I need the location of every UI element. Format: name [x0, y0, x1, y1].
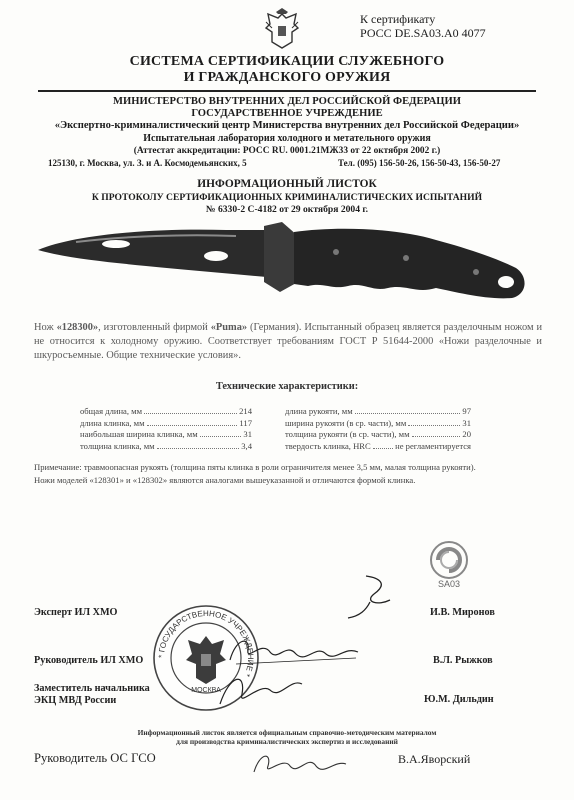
deputy-role-line2: ЭКЦ МВД России	[34, 695, 117, 706]
spec-row	[80, 429, 252, 441]
lab-name: Испытательная лаборатория холодного и метательного оружия	[143, 133, 431, 144]
knife-model: «128300»	[56, 322, 99, 333]
ministry-line1: МИНИСТЕРСТВО ВНУТРЕННИХ ДЕЛ РОССИЙСКОЙ ФЕДЕРАЦИИ	[113, 96, 461, 107]
accreditation-attestat: (Аттестат аккредитации: РОСС RU. 0001.21МЖ33 от 22 октября 2002 г.)	[133, 146, 441, 156]
title-divider	[38, 90, 536, 92]
spec-value: 31	[243, 429, 252, 440]
note-line1: Примечание: травмоопасная рукоять (толщина пяты клинка в роли ограничителя менее 3,5 мм, малая толщина рукояти).	[34, 462, 476, 472]
system-title	[0, 54, 574, 86]
address: 125130, г. Москва, ул. З. и А. Космодемьянских, 5	[48, 158, 247, 168]
spec-label: толщина рукояти (в ср. части), мм	[285, 429, 410, 440]
spec-row	[285, 441, 471, 453]
system-title-line1: СИСТЕМА СЕРТИФИКАЦИИ СЛУЖЕБНОГО	[129, 54, 445, 69]
spec-label: ширина рукояти (в ср. части), мм	[285, 417, 407, 428]
lab-head-role: Руководитель ИЛ ХМО	[34, 655, 144, 666]
coat-of-arms-emblem	[262, 8, 302, 52]
info-sheet-subtitle: К ПРОТОКОЛУ СЕРТИФИКАЦИОННЫХ КРИМИНАЛИСТИЧЕСКИХ ИСПЫТАНИЙ	[91, 192, 483, 203]
os-head-signature	[250, 746, 350, 780]
ministry-line2: ГОСУДАРСТВЕННОЕ УЧРЕЖДЕНИЕ	[191, 108, 383, 119]
spec-row	[285, 429, 471, 441]
spec-value: 117	[239, 417, 252, 428]
desc-part2: , изготовленный фирмой	[98, 322, 211, 333]
stamp-ring-text: * ГОСУДАРСТВЕННОЕ УЧРЕЖДЕНИЕ *	[156, 608, 256, 679]
spec-value: 31	[462, 417, 471, 428]
desc-part3: (Германия). Испытанный образец является разделочным ножом и не относится к холодному оружию. Соответствует требованиям ГОСТ Р 51644-2000 «Ножи разделочные и шкуросъемные. Общие технические условия».	[34, 322, 543, 361]
info-sheet-title: ИНФОРМАЦИОННЫЙ ЛИСТОК	[197, 178, 377, 190]
specs-left-column	[80, 406, 252, 452]
phone: Тел. (095) 156-50-26, 156-50-43, 156-50-27	[338, 158, 501, 168]
deputy-name: Ю.М. Дильдин	[424, 694, 494, 705]
certification-seal-icon	[424, 538, 474, 590]
spec-value: 97	[462, 406, 471, 416]
deputy-role	[34, 683, 150, 707]
expert-name: И.В. Миронов	[430, 607, 495, 618]
footer-note	[0, 728, 574, 746]
seal-label: SA03	[437, 579, 461, 589]
desc-part1: Нож	[34, 322, 57, 333]
lab-head-name: В.Л. Рыжков	[433, 655, 493, 666]
specs-right-column	[285, 406, 471, 452]
note	[34, 461, 542, 486]
deputy-signature	[216, 670, 306, 710]
spec-row	[80, 406, 252, 418]
ministry-block	[0, 96, 574, 132]
lab-head-signature	[226, 630, 366, 670]
certificate-reference	[360, 12, 486, 40]
note-line2: Ножи моделей «128301» и «128302» являются аналогами вышеуказанной и отличаются формой клинка.	[34, 474, 416, 485]
protocol-number: № 6330-2 С-4182 от 29 октября 2004 г.	[205, 204, 369, 215]
stamp-city: МОСКВА	[191, 687, 221, 694]
expert-signature	[318, 572, 428, 620]
cert-ref-line2: РОСС DE.SA03.A0 4077	[360, 26, 486, 40]
os-head-name: В.А.Яворский	[398, 752, 471, 766]
spec-row	[80, 418, 252, 430]
cert-ref-line1: К сертификату	[360, 12, 436, 26]
knife-photo	[36, 212, 536, 312]
expert-role: Эксперт ИЛ ХМО	[34, 607, 118, 618]
knife-description	[34, 321, 542, 363]
footer-line2: для производства криминалистических экспертиз и исследований	[176, 737, 398, 746]
deputy-role-line1: Заместитель начальника	[34, 683, 150, 694]
spec-value: 3,4	[241, 440, 252, 451]
system-title-line2: И ГРАЖДАНСКОГО ОРУЖИЯ	[183, 70, 391, 85]
spec-label: толщина клинка, мм	[80, 440, 155, 451]
ministry-line3: «Экспертно-криминалистический центр Министерства внутренних дел Российской Федерации»	[54, 120, 520, 131]
spec-row	[285, 406, 471, 418]
spec-label: твердость клинка, HRC	[285, 440, 371, 451]
spec-value: 20	[462, 429, 471, 440]
tech-specs-title: Технические характеристики:	[215, 381, 359, 392]
spec-label: общая длина, мм	[80, 406, 143, 416]
knife-maker: «Puma»	[210, 322, 248, 333]
spec-label: длина клинка, мм	[80, 417, 145, 428]
spec-value: 214	[239, 406, 252, 416]
spec-label: длина рукояти, мм	[285, 406, 353, 416]
spec-row	[285, 418, 471, 430]
spec-value: не регламентируется	[395, 440, 471, 451]
footer-line1: Информационный листок является официальным справочно-методическим материалом	[137, 728, 437, 737]
spec-label: наибольшая ширина клинка, мм	[80, 429, 198, 440]
spec-row	[80, 441, 252, 453]
os-head-role: Руководитель ОС ГСО	[34, 751, 156, 765]
